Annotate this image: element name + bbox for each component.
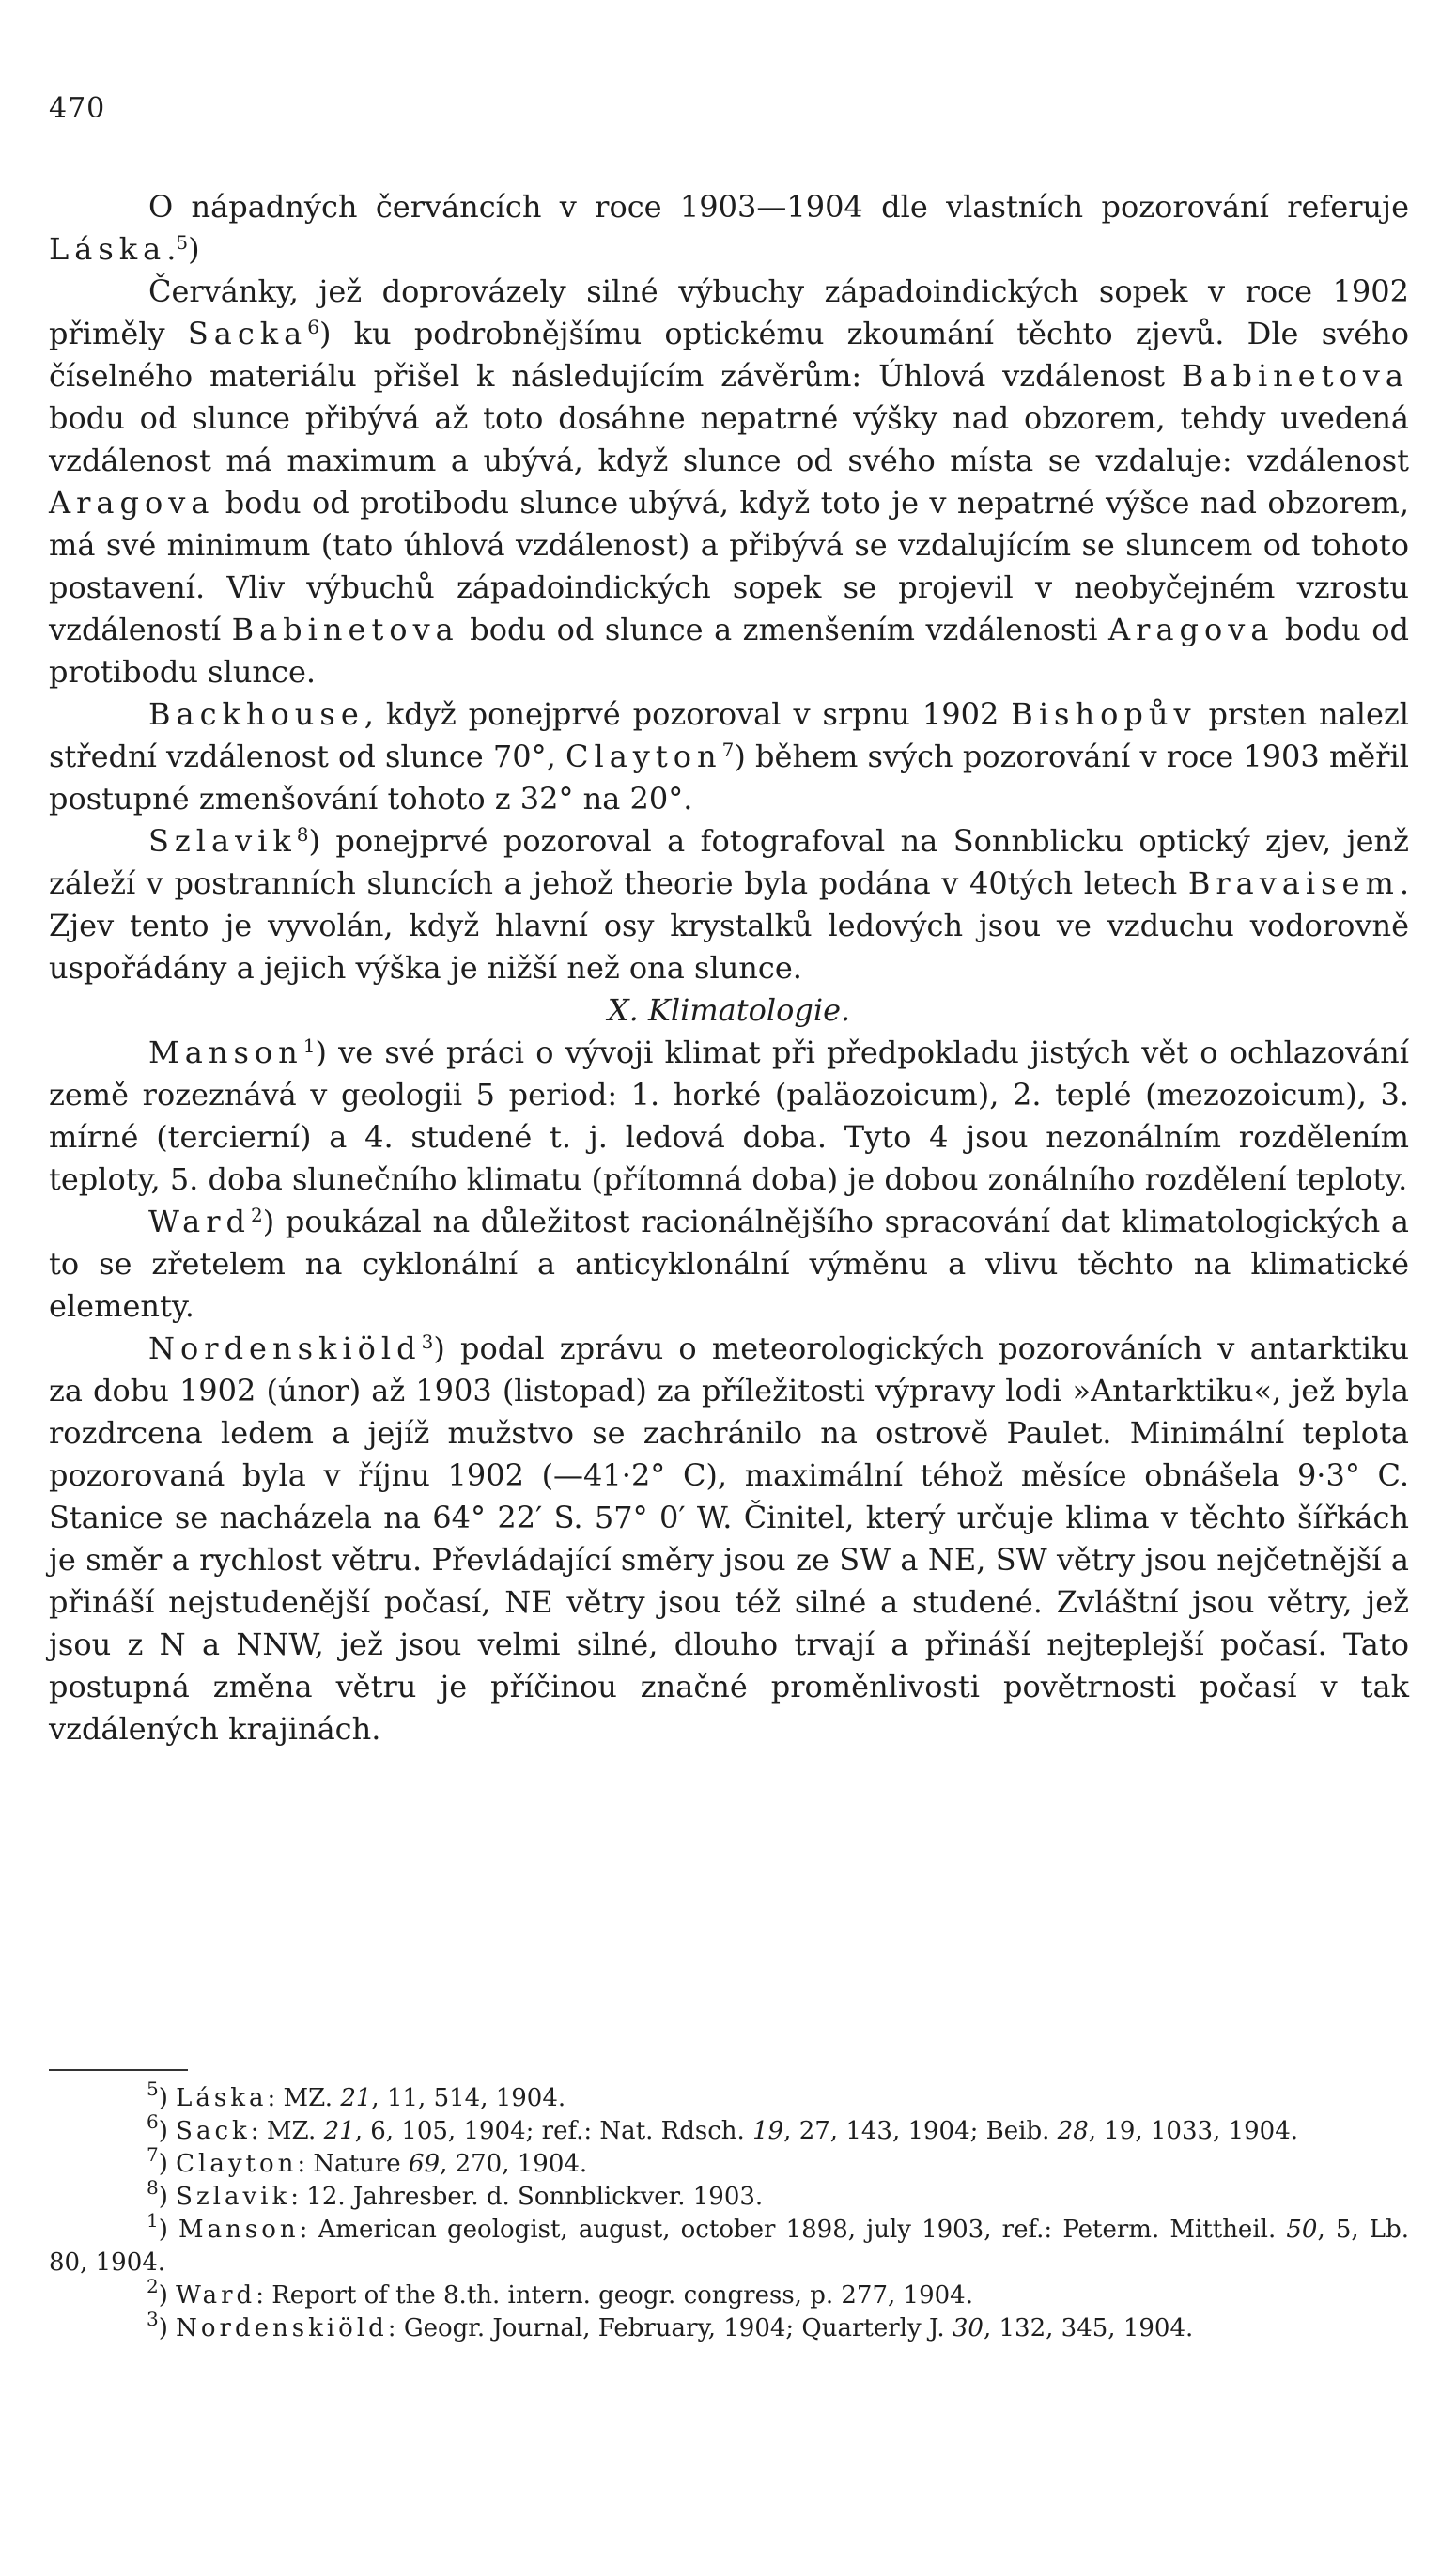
footnote-ref: 7	[721, 739, 735, 761]
text-span: ) během svých pozorování v roce 1903 měřil postupné zmenšování tohoto z 32° na 20°.	[49, 739, 1410, 817]
text-span: bodu od slunce přibývá až toto dosáhne nepatrné výšky nad obzorem, tehdy uvedená vzdálenost má maximum a ubývá, když slunce od svého místa se vzdaluje: vzdálenost	[49, 400, 1409, 478]
footnote-ref: 2	[250, 1204, 263, 1226]
paragraph-sack	[49, 271, 1409, 693]
text-span: )	[188, 231, 200, 267]
text-span: ) ku podrobnějšímu optickému zkoumání těchto zjevů. Dle svého číselného materiálu přišel k následujícím závěrům: Úhlová vzdálenost	[49, 316, 1410, 394]
volume: 30	[952, 2314, 984, 2342]
author-name: Szlavik	[148, 823, 297, 859]
section-heading: X. Klimatologie.	[607, 992, 851, 1028]
author-name: Bishopův	[1011, 696, 1197, 732]
footnote-ref: 8	[296, 823, 309, 846]
author-name: Láska	[176, 2084, 268, 2112]
footnote-mark: 5	[147, 2077, 159, 2100]
author-name: Bravaisem	[1187, 865, 1400, 901]
paragraph-ward	[49, 1201, 1409, 1328]
footnote-mark: 7	[147, 2143, 159, 2166]
author-name: Nordenskiöld	[148, 1330, 422, 1366]
text-span: . Zjev tento je vyvolán, když hlavní osy krystalků ledových jsou ve vzduchu vodorovně uspořádány a jejich výška je nižší než ona slunce.	[49, 865, 1409, 986]
volume: 21	[340, 2084, 372, 2112]
page-number: 470	[49, 92, 106, 125]
footnote-divider	[49, 2069, 188, 2071]
author-name: Babinetova	[231, 612, 459, 647]
author-name: Manson	[178, 2216, 300, 2244]
volume: 69	[408, 2150, 441, 2178]
paragraph-backhouse	[49, 693, 1409, 820]
text-span: ) ponejprvé pozoroval a fotografoval na Sonnblicku optický zjev, jenž záleží v postranních sluncích a jehož theorie byla podána v 40tých letech	[49, 823, 1409, 901]
volume: 28	[1057, 2117, 1089, 2145]
text-span: bodu od slunce a zmenšením vzdálenosti	[458, 612, 1109, 647]
author-name: Clayton	[176, 2150, 298, 2178]
footnote-ref: 5	[176, 231, 189, 254]
text-span: .	[166, 231, 177, 267]
footnote-mark: 8	[147, 2176, 159, 2199]
author-name: Ward	[176, 2281, 256, 2310]
text-span: bodu od protibodu slunce.	[49, 612, 1410, 690]
volume: 21	[323, 2117, 355, 2145]
footnote: $^1$) Manson: American geologist, august, october 1898, july 1903, ref.: Peterm. Mittheil. 50, 5, Lb. 80, 1904.	[49, 2209, 1409, 2277]
author-name: Backhouse	[148, 696, 364, 732]
footnote-ref: 6	[307, 316, 319, 338]
text-span: : MZ.	[267, 2084, 341, 2112]
text-span: , 132, 345, 1904.	[983, 2314, 1194, 2342]
paragraph-nordenskiold	[49, 1328, 1409, 1751]
text-span: , když ponejprvé pozoroval v srpnu 1902	[364, 696, 1012, 732]
footnote: $^3$) Nordenskiöld: Geogr. Journal, February, 1904; Quarterly J. 30, 132, 345, 1904.	[147, 2308, 1194, 2342]
author-name: Aragova	[1108, 612, 1275, 647]
text-span: bodu od protibodu slunce ubývá, když toto je v nepatrné výšce nad obzorem, má své minimum (tato úhlová vzdálenost) a přibývá se vzdalujícím se sluncem od tohoto postavení. Vliv výbuchů západoindických sopek se projevil v neobyčejném vzrostu vzdáleností	[49, 485, 1409, 647]
author-name: Clayton	[565, 739, 722, 774]
footnote: $^5$) Láska: MZ. 21, 11, 514, 1904.	[147, 2077, 566, 2112]
text-span: Červánky, jež doprovázely silné výbuchy západoindických sopek v roce 1902 přiměly	[49, 273, 1409, 351]
footnote-ref: 3	[421, 1330, 434, 1353]
author-name: Nordenskiöld	[176, 2314, 388, 2342]
text-span: ) podal zprávu o meteorologických pozorováních v antarktiku za dobu 1902 (únor) až 1903 (listopad) za příležitosti výpravy lodi »Antarktiku«, jež byla rozdrcena ledem a jejíž mužstvo se zachránilo na ostrově Paulet. Minimální teplota pozorovaná byla v říjnu 1902 (—41·2° C), maximální téhož měsíce obnášela 9·3° C. Stanice se nacházela na 64° 22′ S. 57° 0′ W. Činitel, který určuje klima v těchto šířkách je směr a rychlost větru. Převládající směry jsou ze SW a NE, SW větry jsou nejčetnější a přináší nejstudenější počasí, NE větry jsou též silné a studené. Zvláštní jsou větry, jež jsou z N a NNW, jež jsou velmi silné, dlouho trvají a přináší nejteplejší počasí. Tato postupná změna větru je příčinou značné proměnlivosti povětrnosti počasí v tak vzdálených krajinách.	[49, 1330, 1409, 1747]
author-name: Manson	[148, 1035, 303, 1070]
footnote: $^8$) Szlavik: 12. Jahresber. d. Sonnblickver. 1903.	[147, 2176, 764, 2211]
footnotes	[49, 2077, 1409, 2345]
text-span: ) ve své práci o vývoji klimat při předpokladu jistých vět o ochlazování země rozeznává v geologii 5 period: 1. horké (paläozoicum), 2. teplé (mezozoicum), 3. mírné (tercierní) a 4. studené t. j. ledová doba. Tyto 4 jsou nezonálním rozdělením teploty, 5. doba slunečního klimatu (přítomná doba) je dobou zonálního rozdělení teploty.	[49, 1035, 1409, 1197]
author-name: Ward	[148, 1204, 251, 1239]
footnote-mark: 6	[147, 2110, 159, 2133]
volume: 50	[1286, 2216, 1318, 2244]
author-name: Sacka	[187, 316, 308, 351]
text-span: : MZ.	[250, 2117, 324, 2145]
author-name: Aragova	[49, 485, 215, 521]
author-name: Sack	[176, 2117, 251, 2145]
footnote-mark: 3	[147, 2308, 159, 2330]
paragraph-szlavik	[49, 820, 1409, 989]
text-span: : American geologist, august, october 1898, july 1903, ref.: Peterm. Mittheil.	[299, 2216, 1287, 2244]
author-name: Szlavik	[176, 2183, 291, 2211]
text-span: : Nature	[297, 2150, 409, 2178]
text-span: , 19, 1033, 1904.	[1088, 2117, 1299, 2145]
footnote-ref: 1	[302, 1035, 316, 1057]
footnote: $^6$) Sack: MZ. 21, 6, 105, 1904; ref.: Nat. Rdsch. 19, 27, 143, 1904; Beib. 28, 19, 1033, 1904.	[147, 2110, 1299, 2145]
text-span: O nápadných červáncích v roce 1903—1904 dle vlastních pozorování referuje	[148, 189, 1409, 225]
text-span: , 11, 514, 1904.	[371, 2084, 566, 2112]
text-span: , 6, 105, 1904; ref.: Nat. Rdsch.	[354, 2117, 753, 2145]
text-span: ) poukázal na důležitost racionálnějšího spracování dat klimatologických a to se zřetelem na cyklonální a anticyklonální výměnu a vlivu těchto na klimatické elementy.	[49, 1204, 1409, 1324]
text-span: prsten nalezl střední vzdálenost od slunce 70°,	[49, 696, 1410, 774]
author-name: Láska	[49, 231, 167, 267]
paragraph-manson	[49, 1032, 1409, 1201]
footnote: $^2$) Ward: Report of the 8.th. intern. geogr. congress, p. 277, 1904.	[147, 2275, 973, 2310]
text-span: : 12. Jahresber. d. Sonnblickver. 1903.	[290, 2183, 764, 2211]
footnote-mark: 1	[147, 2209, 159, 2232]
footnote-mark: 2	[147, 2275, 159, 2297]
author-name: Babinetova	[1181, 358, 1409, 394]
text-span: , 27, 143, 1904; Beib.	[783, 2117, 1058, 2145]
main-body	[49, 186, 1409, 1751]
footnote: $^7$) Clayton: Nature 69, 270, 1904.	[147, 2143, 588, 2178]
text-span: , 270, 1904.	[440, 2150, 588, 2178]
text-span: , 5, Lb. 80, 1904.	[49, 2216, 1409, 2277]
text-span: : Report of the 8.th. intern. geogr. congress, p. 277, 1904.	[256, 2281, 973, 2310]
paragraph-laska	[49, 186, 1409, 271]
volume: 19	[752, 2117, 784, 2145]
text-span: : Geogr. Journal, February, 1904; Quarterly J.	[387, 2314, 953, 2342]
